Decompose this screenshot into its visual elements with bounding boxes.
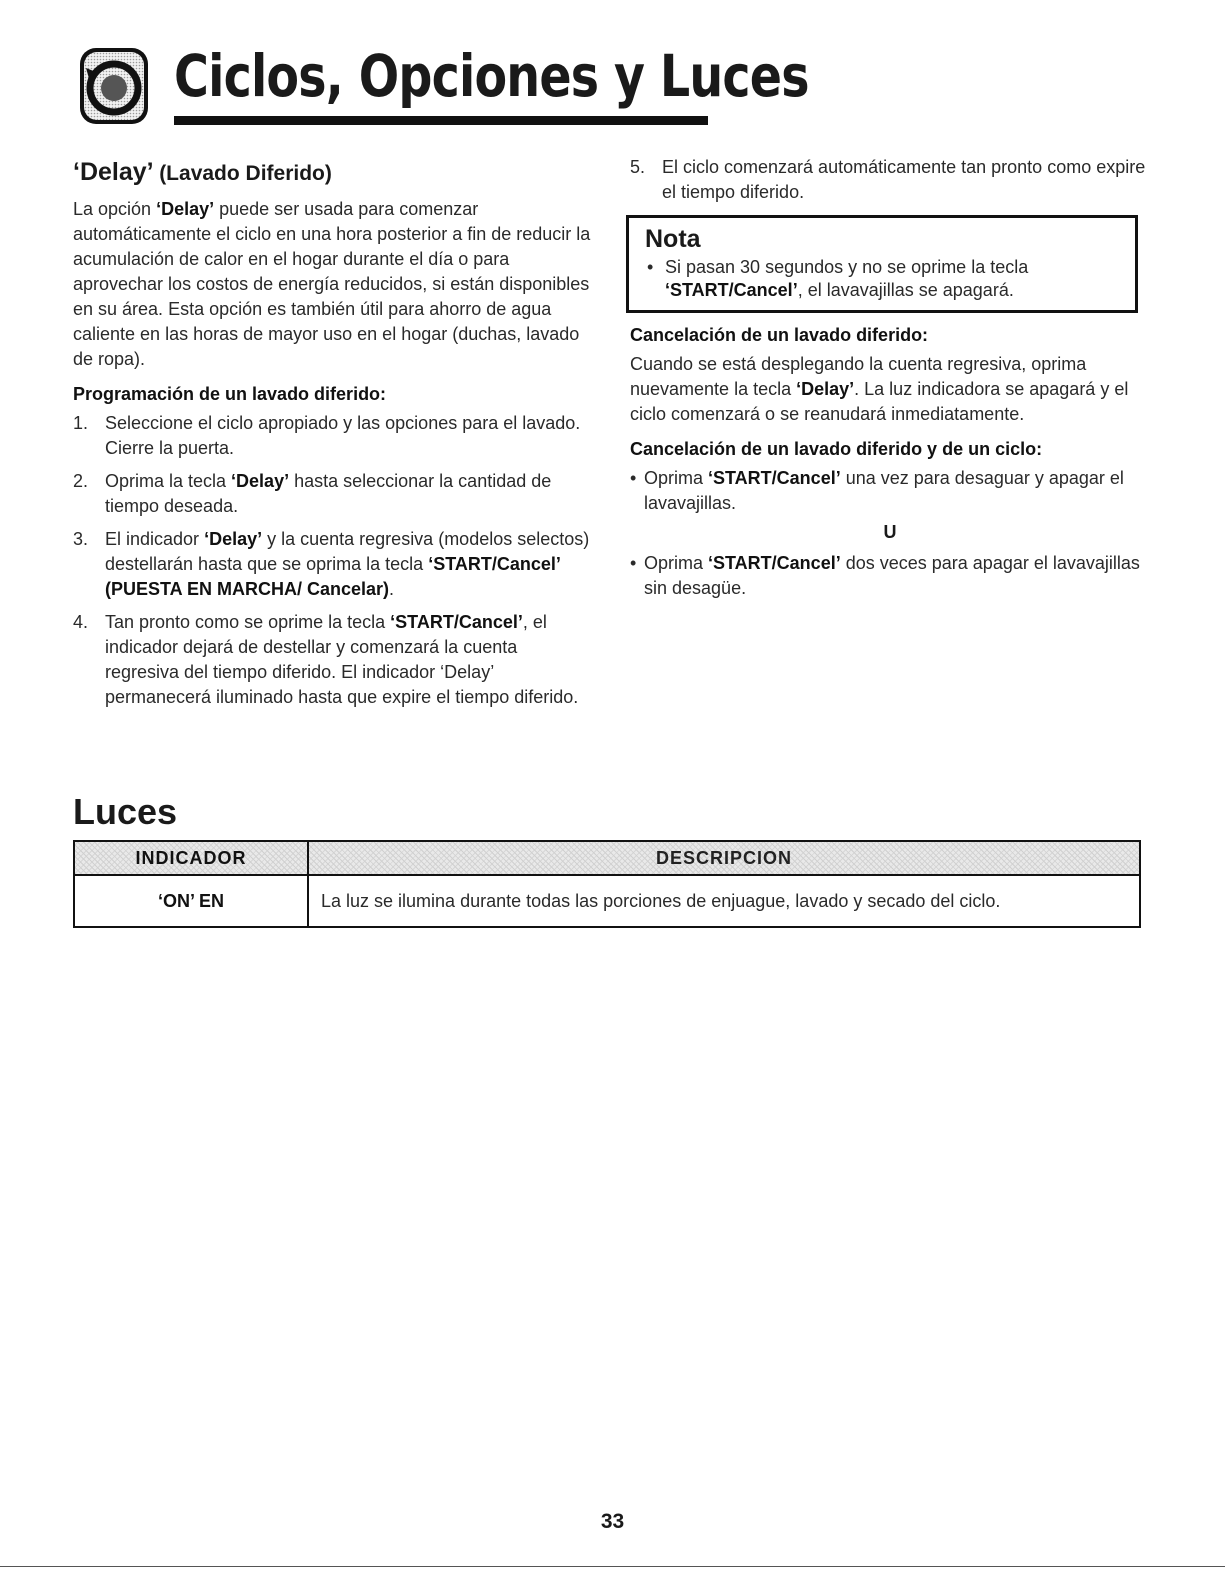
delay-intro [73,197,593,372]
step-number: 1. [73,413,89,433]
step-text: , el indicador dejará de destellar y comenzará la cuenta regresiva del tiempo diferido. El indicador ‘Delay’ permanecerá iluminado hasta que expire el tiempo diferido. [105,612,579,707]
step-4 [73,610,593,710]
option-text: dos veces para apagar el lavavajillas sin desagüe. [644,553,1140,598]
cancel-text: Cuando se está desplegando la cuenta regresiva, oprima nuevamente la tecla [630,354,1087,399]
table-row [74,875,1140,927]
step-1 [73,411,593,461]
row-indicator: ‘ON’ EN [74,875,308,927]
luces-heading: Luces [73,791,178,832]
bottom-rule [0,1566,1225,1567]
col-description-header: DESCRIPCION [308,841,1140,875]
page-number: 33 [600,1510,625,1533]
option-bold: ‘START/Cancel’ [708,468,841,488]
title-underline [174,116,708,125]
programming-heading: Programación de un lavado diferido: [73,384,387,404]
note-box [626,215,1138,313]
option-text: Oprima [644,468,709,488]
note-bold: ‘START/Cancel’ [665,280,798,300]
delay-heading-main: ‘Delay’ [73,158,153,186]
cycle-icon [78,46,150,126]
programming-steps [73,411,593,710]
step-text: El ciclo comenzará automáticamente tan pronto como expire el tiempo diferido. [662,157,1146,202]
step-number: 2. [73,471,89,491]
right-column [630,155,1150,605]
step-5 [630,155,1150,205]
table-header-row [74,841,1140,875]
left-column [73,155,593,718]
col-indicator-header: INDICADOR [74,841,308,875]
note-item [645,256,1119,302]
option-text: Oprima [644,553,709,573]
note-text: Si pasan 30 segundos y no se oprime la tecla [665,257,1029,277]
lights-table [73,840,1141,928]
step-3 [73,527,593,602]
step-text: . [389,579,395,599]
step-bold: ‘START/Cancel’ (PUESTA EN MARCHA/ Cancelar) [105,554,560,599]
programming-steps-cont [630,155,1150,205]
bullet: • [630,468,637,488]
step-text: Tan pronto como se oprime la tecla [105,612,391,632]
note-text: , el lavavajillas se apagará. [797,280,1014,300]
row-description: La luz se ilumina durante todas las porciones de enjuague, lavado y secado del ciclo. [308,875,1140,927]
step-text: hasta seleccionar la cantidad de tiempo deseada. [105,471,552,516]
step-text: Seleccione el ciclo apropiado y las opciones para el lavado. Cierre la puerta. [105,413,581,458]
note-title: Nota [645,225,701,253]
or-separator: U [883,522,897,542]
delay-heading-sub: (Lavado Diferido) [159,162,332,185]
intro-bold: ‘Delay’ [156,199,215,219]
intro-text-2: puede ser usada para comenzar automáticamente el ciclo en una hora posterior a fin de reducir la acumulación de calor en el hogar durante el día o para aprovechar los costos de energía reducidos, si están disponibles en su área. Esta opción es también útil para ahorro de agua caliente en las horas de mayor uso en el hogar (duchas, lavado de ropa). [73,199,591,369]
cancel-option-1 [630,466,1150,516]
cancel-delay-heading: Cancelación de un lavado diferido: [630,325,929,345]
cancel-option-2 [630,551,1150,601]
cancel-both-heading: Cancelación de un lavado diferido y de un ciclo: [630,439,1043,459]
delay-heading [73,155,593,191]
step-bold: ‘Delay’ [204,529,263,549]
step-bold: ‘START/Cancel’ [390,612,523,632]
bullet: • [630,553,637,573]
step-number: 4. [73,612,89,632]
cancel-bold: ‘Delay’ [796,379,855,399]
cancel-delay-text [630,352,1150,427]
option-text: una vez para desaguar y apagar el lavavajillas. [644,468,1124,513]
step-number: 5. [630,157,646,177]
step-text: El indicador [105,529,205,549]
bullet: • [647,257,654,277]
intro-text-1: La opción [73,199,157,219]
page-header [78,38,809,130]
step-number: 3. [73,529,89,549]
step-text: Oprima la tecla [105,471,232,491]
option-bold: ‘START/Cancel’ [708,553,841,573]
page-title: Ciclos, Opciones y Luces [174,42,809,110]
step-text: y la cuenta regresiva (modelos selectos) destellarán hasta que se oprima la tecla [105,529,590,574]
step-2 [73,469,593,519]
step-bold: ‘Delay’ [231,471,290,491]
cancel-text: . La luz indicadora se apagará y el ciclo comenzará o se reanudará inmediatamente. [630,379,1129,424]
